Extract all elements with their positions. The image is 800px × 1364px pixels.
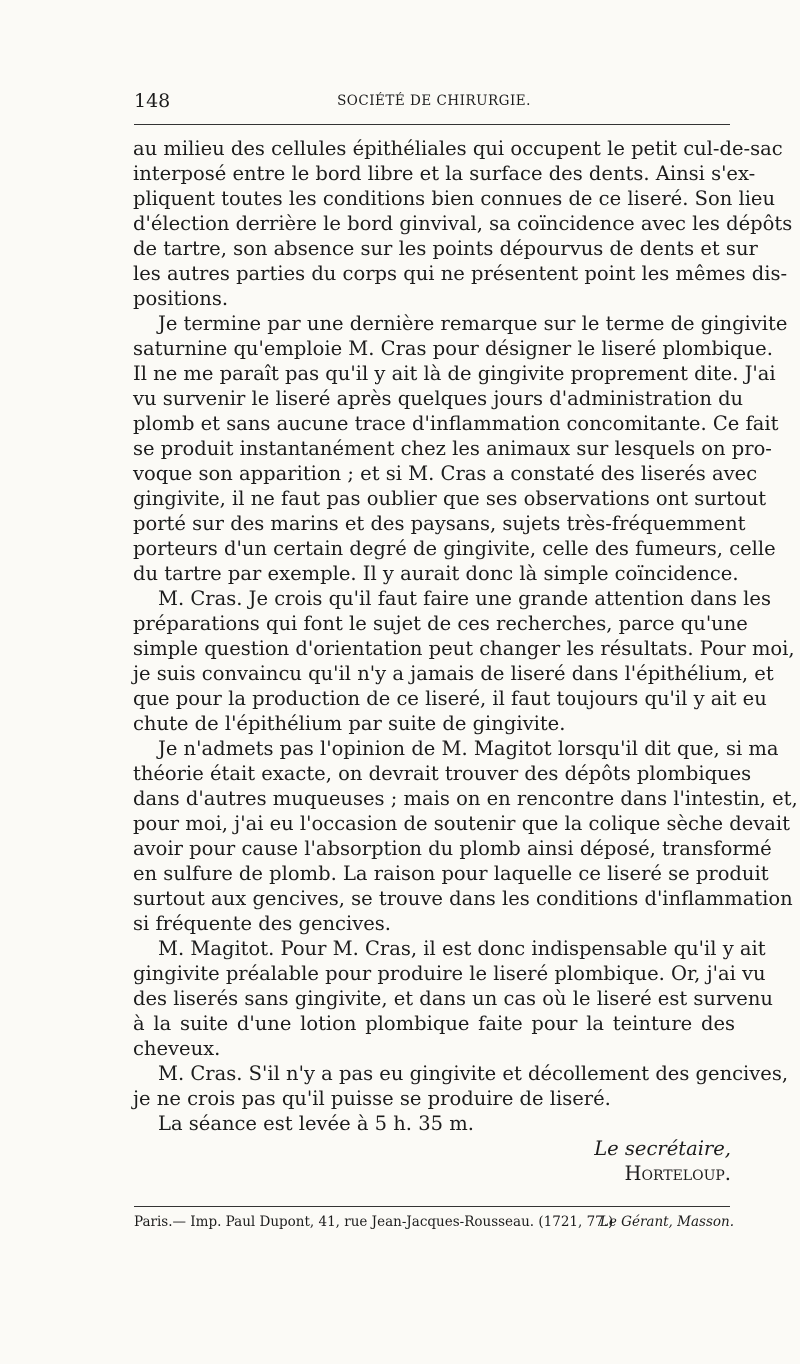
text-line: cheveux. (133, 1037, 221, 1060)
text-line: que pour la production de ce liseré, il faut toujours qu'il y ait eu (133, 687, 767, 710)
text-line: porté sur des marins et des paysans, sujets très-fréquemment (133, 512, 746, 535)
text-line: pliquent toutes les conditions bien connues de ce liseré. Son lieu (133, 187, 776, 210)
text-line: je ne crois pas qu'il puisse se produire de liseré. (133, 1087, 611, 1110)
signature-name: Horteloup. (624, 1162, 731, 1185)
printer-imprint: Paris.— Imp. Paul Dupont, 41, rue Jean-Jacques-Rousseau. (1721, 77.) (134, 1214, 614, 1230)
text-line: dans d'autres muqueuses ; mais on en rencontre dans l'intestin, et, (133, 787, 798, 810)
text-line: Je termine par une dernière remarque sur le terme de gingivite (158, 312, 788, 335)
text-line: saturnine qu'emploie M. Cras pour désigner le liseré plombique. (133, 337, 773, 360)
text-line: du tartre par exemple. Il y aurait donc là simple coïncidence. (133, 562, 739, 585)
text-line: porteurs d'un certain degré de gingivite, celle des fumeurs, celle (133, 537, 776, 560)
body-text (133, 136, 798, 1186)
text-line: simple question d'orientation peut changer les résultats. Pour moi, (133, 637, 795, 660)
text-line: d'élection derrière le bord ginvival, sa coïncidence avec les dépôts (133, 212, 793, 235)
header-rule (134, 124, 730, 125)
text-line: chute de l'épithélium par suite de gingivite. (133, 712, 566, 735)
text-line: M. Cras. S'il n'y a pas eu gingivite et décollement des gencives, (158, 1062, 789, 1085)
running-title: SOCIÉTÉ DE CHIRURGIE. (337, 93, 531, 109)
text-line: avoir pour cause l'absorption du plomb ainsi déposé, transformé (133, 837, 772, 860)
text-line: pour moi, j'ai eu l'occasion de soutenir que la colique sèche devait (133, 812, 790, 835)
text-line: surtout aux gencives, se trouve dans les conditions d'inflammation (133, 887, 793, 910)
text-line: gingivite préalable pour produire le liseré plombique. Or, j'ai vu (133, 962, 766, 985)
text-line: Il ne me paraît pas qu'il y ait là de gingivite proprement dite. J'ai (133, 362, 776, 385)
signature-role: Le secrétaire, (594, 1137, 731, 1160)
text-line: positions. (133, 287, 229, 310)
text-line: M. Cras. Je crois qu'il faut faire une grande attention dans les (158, 587, 771, 610)
gerant-line: Le Gérant, Masson. (599, 1214, 734, 1230)
page-header (134, 90, 734, 116)
text-line: en sulfure de plomb. La raison pour laquelle ce liseré se produit (133, 862, 769, 885)
text-line: La séance est levée à 5 h. 35 m. (158, 1112, 474, 1135)
text-line: se produit instantanément chez les animaux sur lesquels on pro- (133, 437, 772, 460)
text-line: voque son apparition ; et si M. Cras a constaté des liserés avec (133, 462, 758, 485)
text-line: des liserés sans gingivite, et dans un cas où le liseré est survenu (133, 987, 773, 1010)
text-line: les autres parties du corps qui ne présentent point les mêmes dis- (133, 262, 788, 285)
text-line: gingivite, il ne faut pas oublier que ses observations ont surtout (133, 487, 767, 510)
text-line: au milieu des cellules épithéliales qui occupent le petit cul-de-sac (133, 137, 783, 160)
text-line: M. Magitot. Pour M. Cras, il est donc indispensable qu'il y ait (158, 937, 766, 960)
text-line: si fréquente des gencives. (133, 912, 391, 935)
text-line: je suis convaincu qu'il n'y a jamais de liseré dans l'épithélium, et (133, 662, 774, 685)
text-line: plomb et sans aucune trace d'inflammation concomitante. Ce fait (133, 412, 779, 435)
text-line: théorie était exacte, on devrait trouver des dépôts plombiques (133, 762, 752, 785)
text-line: à la suite d'une lotion plombique faite pour la teinture des (133, 1012, 735, 1035)
text-line: interposé entre le bord libre et la surface des dents. Ainsi s'ex- (133, 162, 756, 185)
text-line: vu survenir le liseré après quelques jours d'administration du (133, 387, 744, 410)
text-line: Je n'admets pas l'opinion de M. Magitot lorsqu'il dit que, si ma (158, 737, 779, 760)
text-line: de tartre, son absence sur les points dépourvus de dents et sur (133, 237, 758, 260)
text-line: préparations qui font le sujet de ces recherches, parce qu'une (133, 612, 748, 635)
footer-rule (134, 1206, 730, 1207)
page-number: 148 (134, 90, 171, 112)
